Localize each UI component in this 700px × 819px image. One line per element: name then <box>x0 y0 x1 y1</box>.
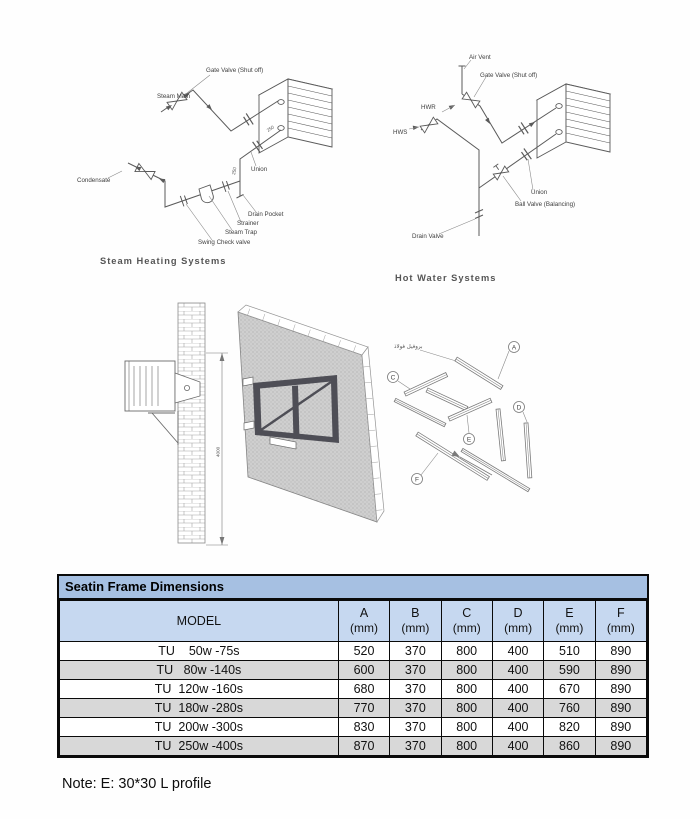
steam-diagram-caption: Steam Heating Systems <box>100 256 227 266</box>
dimension-cell: 370 <box>390 717 441 736</box>
dimension-cell: 860 <box>544 736 595 755</box>
wall-height-dim-label: 4000 <box>215 446 221 457</box>
steam-heating-diagram <box>60 35 380 280</box>
dimension-cell: 800 <box>441 679 492 698</box>
dimension-cell: 400 <box>492 717 543 736</box>
model-cell: TU 120w -160s <box>60 679 339 698</box>
model-cell: TU 200w -300s <box>60 717 339 736</box>
strainer-label: Strainer <box>237 220 259 227</box>
column-header: F (mm) <box>595 601 646 642</box>
table-header-row <box>60 601 647 642</box>
dimension-cell: 800 <box>441 736 492 755</box>
drain-pocket-label: Drain Pocket <box>248 211 284 218</box>
part-label-a: A <box>511 344 517 352</box>
part-label-f: F <box>415 476 419 484</box>
dimension-cell: 800 <box>441 717 492 736</box>
installation-diagrams <box>100 295 560 555</box>
heater-box <box>125 361 175 411</box>
steam-trap-icon <box>199 185 213 203</box>
frame-exploded-view <box>388 342 532 492</box>
dimension-cell: 800 <box>441 641 492 660</box>
dimension-cell: 590 <box>544 660 595 679</box>
table-body <box>60 641 647 755</box>
drain-valve-label: Drain Valve <box>412 233 444 240</box>
dimension-cell: 680 <box>338 679 389 698</box>
dimension-cell: 890 <box>595 698 646 717</box>
dimension-cell: 800 <box>441 660 492 679</box>
dimension-cell: 890 <box>595 717 646 736</box>
table-row <box>60 660 647 679</box>
dimension-cell: 400 <box>492 698 543 717</box>
part-label-d: D <box>516 404 522 412</box>
dimension-cell: 890 <box>595 660 646 679</box>
arabic-profile-note: بروفيل فولاذ <box>394 344 423 350</box>
table-row <box>60 717 647 736</box>
model-cell: TU 50w -75s <box>60 641 339 660</box>
model-column-header: MODEL <box>60 601 339 642</box>
column-header: A (mm) <box>338 601 389 642</box>
fan-motor <box>184 385 189 390</box>
dimensions-table <box>57 574 649 758</box>
dimension-cell: 370 <box>390 698 441 717</box>
dimension-cell: 890 <box>595 641 646 660</box>
dimension-cell: 370 <box>390 736 441 755</box>
table-title: Seatin Frame Dimensions <box>59 576 647 600</box>
model-cell: TU 180w -280s <box>60 698 339 717</box>
hw-pipes <box>421 66 556 236</box>
dimension-cell: 520 <box>338 641 389 660</box>
column-header: E (mm) <box>544 601 595 642</box>
dimension-cell: 510 <box>544 641 595 660</box>
dim-250-b: 250 <box>265 124 275 133</box>
dimension-cell: 370 <box>390 641 441 660</box>
column-header: B (mm) <box>390 601 441 642</box>
hot-water-diagram <box>385 40 675 290</box>
condensate-label: Condensate <box>77 177 111 184</box>
column-header: C (mm) <box>441 601 492 642</box>
wall-mount-side-view <box>125 303 228 545</box>
dimension-cell: 670 <box>544 679 595 698</box>
gate-valve-label: Gate Valve (Shut off) <box>206 67 264 74</box>
dimension-cell: 370 <box>390 679 441 698</box>
hwr-label: HWR <box>421 104 436 111</box>
part-label-e: E <box>466 436 472 444</box>
model-cell: TU 250w -400s <box>60 736 339 755</box>
column-header: D (mm) <box>492 601 543 642</box>
note-text: Note: E: 30*30 L profile <box>62 776 212 792</box>
dimension-cell: 870 <box>338 736 389 755</box>
dimension-cell: 890 <box>595 736 646 755</box>
dimension-cell: 600 <box>338 660 389 679</box>
model-cell: TU 80w -140s <box>60 660 339 679</box>
wall-frame-perspective-view <box>238 305 384 522</box>
ball-valve-label: Ball Valve (Balancing) <box>515 201 576 208</box>
steam-trap-label: Steam Trap <box>225 229 257 236</box>
union-label: Union <box>251 166 268 173</box>
dimension-cell: 830 <box>338 717 389 736</box>
hws-label: HWS <box>393 129 408 136</box>
unit-heater-icon <box>537 84 610 158</box>
swing-check-label: Swing Check valve <box>198 239 251 246</box>
hot-water-diagram-caption: Hot Water Systems <box>395 273 497 283</box>
unit-heater-icon <box>259 79 332 153</box>
dimension-cell: 760 <box>544 698 595 717</box>
gate-valve-icon <box>135 164 155 180</box>
dimension-cell: 890 <box>595 679 646 698</box>
table-row <box>60 736 647 755</box>
dimension-cell: 370 <box>390 660 441 679</box>
dimension-cell: 400 <box>492 660 543 679</box>
air-vent-label: Air Vent <box>469 54 491 61</box>
union-label: Union <box>531 189 548 196</box>
gate-valve-label: Gate Valve (Shut off) <box>480 72 538 79</box>
dimension-cell: 770 <box>338 698 389 717</box>
table-row <box>60 679 647 698</box>
mounting-bracket <box>148 411 178 445</box>
dim-250-a: 250 <box>231 166 238 176</box>
table-row <box>60 698 647 717</box>
dimension-cell: 400 <box>492 641 543 660</box>
part-label-c: C <box>390 374 396 382</box>
dimension-cell: 400 <box>492 736 543 755</box>
steam-main-label: Steam Main <box>157 93 191 100</box>
dimension-cell: 400 <box>492 679 543 698</box>
table-row <box>60 641 647 660</box>
gate-valve-icon <box>420 117 438 133</box>
ball-valve-icon <box>490 162 509 180</box>
gate-valve-icon <box>462 92 480 108</box>
dimension-cell: 820 <box>544 717 595 736</box>
dimension-cell: 800 <box>441 698 492 717</box>
